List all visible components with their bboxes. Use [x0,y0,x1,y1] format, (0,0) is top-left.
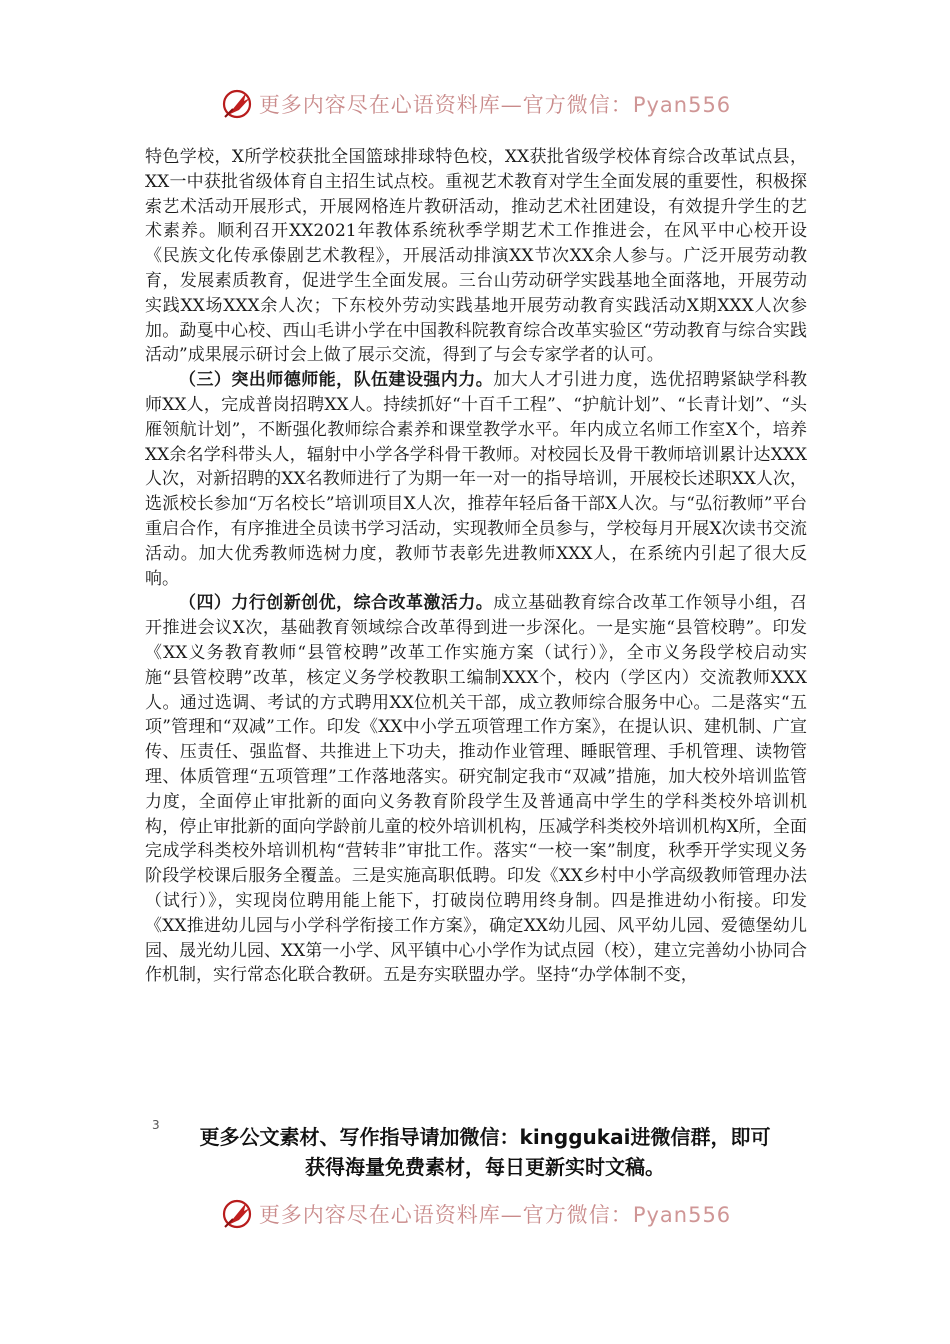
header-watermark-text: 更多内容尽在心语资料库—官方微信：Pyan556 [258,93,732,117]
section-heading-3: （三）突出师德师能，队伍建设强内力。 [179,370,494,391]
footer-wechat-id: Pyan556 [632,1203,732,1227]
header-wechat-id: Pyan556 [632,93,732,117]
footer-watermark [0,1194,950,1234]
header-watermark [0,84,950,124]
section-heading-4: （四）力行创新创优，综合改革激活力。 [179,593,494,614]
promo-line-1: 更多公文素材、写作指导请加微信：kinggukai进微信群，即可 [199,1125,771,1149]
promo-line-2: 获得海量免费素材，每日更新实时文稿。 [305,1155,665,1179]
footer-watermark-text: 更多内容尽在心语资料库—官方微信：Pyan556 [258,1203,732,1227]
quill-logo-icon [219,86,255,122]
promo-notice [145,1122,825,1182]
quill-logo-icon [219,1196,255,1232]
paragraph-reform [145,591,807,988]
document-body [145,145,807,988]
paragraph-text: 加大人才引进力度，选优招聘紧缺学科教师XX人，完成普岗招聘XX人。持续抓好“十百千工程”、“护航计划”、“长青计划”、“头雁领航计划”，不断强化教师综合素养和课堂教学水平。年内成立名师工作室X个，培养XX余名学科带头人，辐射中小学各学科骨干教师。对校园长及骨干教师培训累计达XXX人次，对新招聘的XX名教师进行了为期一年一对一的指导培训，开展校长述职XX人次，选派校长参加“万名校长”培训项目X人次，推荐年轻后备干部X人次。与“弘衍教师”平台重启合作，有序推进全员读书学习活动，实现教师全员参与，学校每月开展X次读书交流活动。加大优秀教师选树力度，教师节表彰先进教师XXX人，在系统内引起了很大反响。 [145,370,808,589]
paragraph-teacher-team [145,368,807,591]
paragraph-text: 成立基础教育综合改革工作领导小组，召开推进会议X次，基础教育领域综合改革得到进一步深化。一是实施“县管校聘”。印发《XX义务教育教师“县管校聘”改革工作实施方案（试行）》，全市义务段学校启动实施“县管校聘”改革，核定义务学校教职工编制XXX个，校内（学区内）交流教师XXX人。通过选调、考试的方式聘用XX位机关干部，成立教师综合服务中心。二是落实“五项”管理和“双减”工作。印发《XX中小学五项管理工作方案》，在提认识、建机制、广宣传、压责任、强监督、共推进上下功夫，推动作业管理、睡眠管理、手机管理、读物管理、体质管理“五项管理”工作落地落实。研究制定我市“双减”措施，加大校外培训监管力度，全面停止审批新的面向义务教育阶段学生及普通高中学生的学科类校外培训机构，停止审批新的面向学龄前儿童的校外培训机构，压减学科类校外培训机构X所，全面完成学科类校外培训机构“营转非”审批工作。落实“一校一案”制度，秋季开学实现义务阶段学校课后服务全覆盖。三是实施高职低聘。印发《XX乡村中小学高级教师管理办法（试行）》，实现岗位聘用能上能下，打破岗位聘用终身制。四是推进幼小衔接。印发《XX推进幼儿园与小学科学衔接工作方案》，确定XX幼儿园、风平幼儿园、爱德堡幼儿园、晟光幼儿园、XX第一小学、风平镇中心小学作为试点园（校），建立完善幼小协同合作机制，实行常态化联合教研。五是夯实联盟办学。坚持“办学体制不变， [145,593,808,986]
page-number: 3 [152,1118,160,1132]
paragraph-arts-labor: 特色学校，X所学校获批全国篮球排球特色校，XX获批省级学校体育综合改革试点县，XX一中获批省级体育自主招生试点校。重视艺术教育对学生全面发展的重要性，积极探索艺术活动开展形式，开展网格连片教研活动，推动艺术社团建设，有效提升学生的艺术素养。顺利召开XX2021年教体系统秋季学期艺术工作推进会，在风平中心校开设《民族文化传承傣剧艺术教程》，开展活动排演XX节次XX余人参与。广泛开展劳动教育，发展素质教育，促进学生全面发展。三台山劳动研学实践基地全面落地，开展劳动实践XX场XXX余人次；下东校外劳动实践基地开展劳动教育实践活动X期XXX人次参加。勐戛中心校、西山毛讲小学在中国教科院教育综合改革实验区“劳动教育与综合实践活动”成果展示研讨会上做了展示交流，得到了与会专家学者的认可。 [145,147,807,366]
